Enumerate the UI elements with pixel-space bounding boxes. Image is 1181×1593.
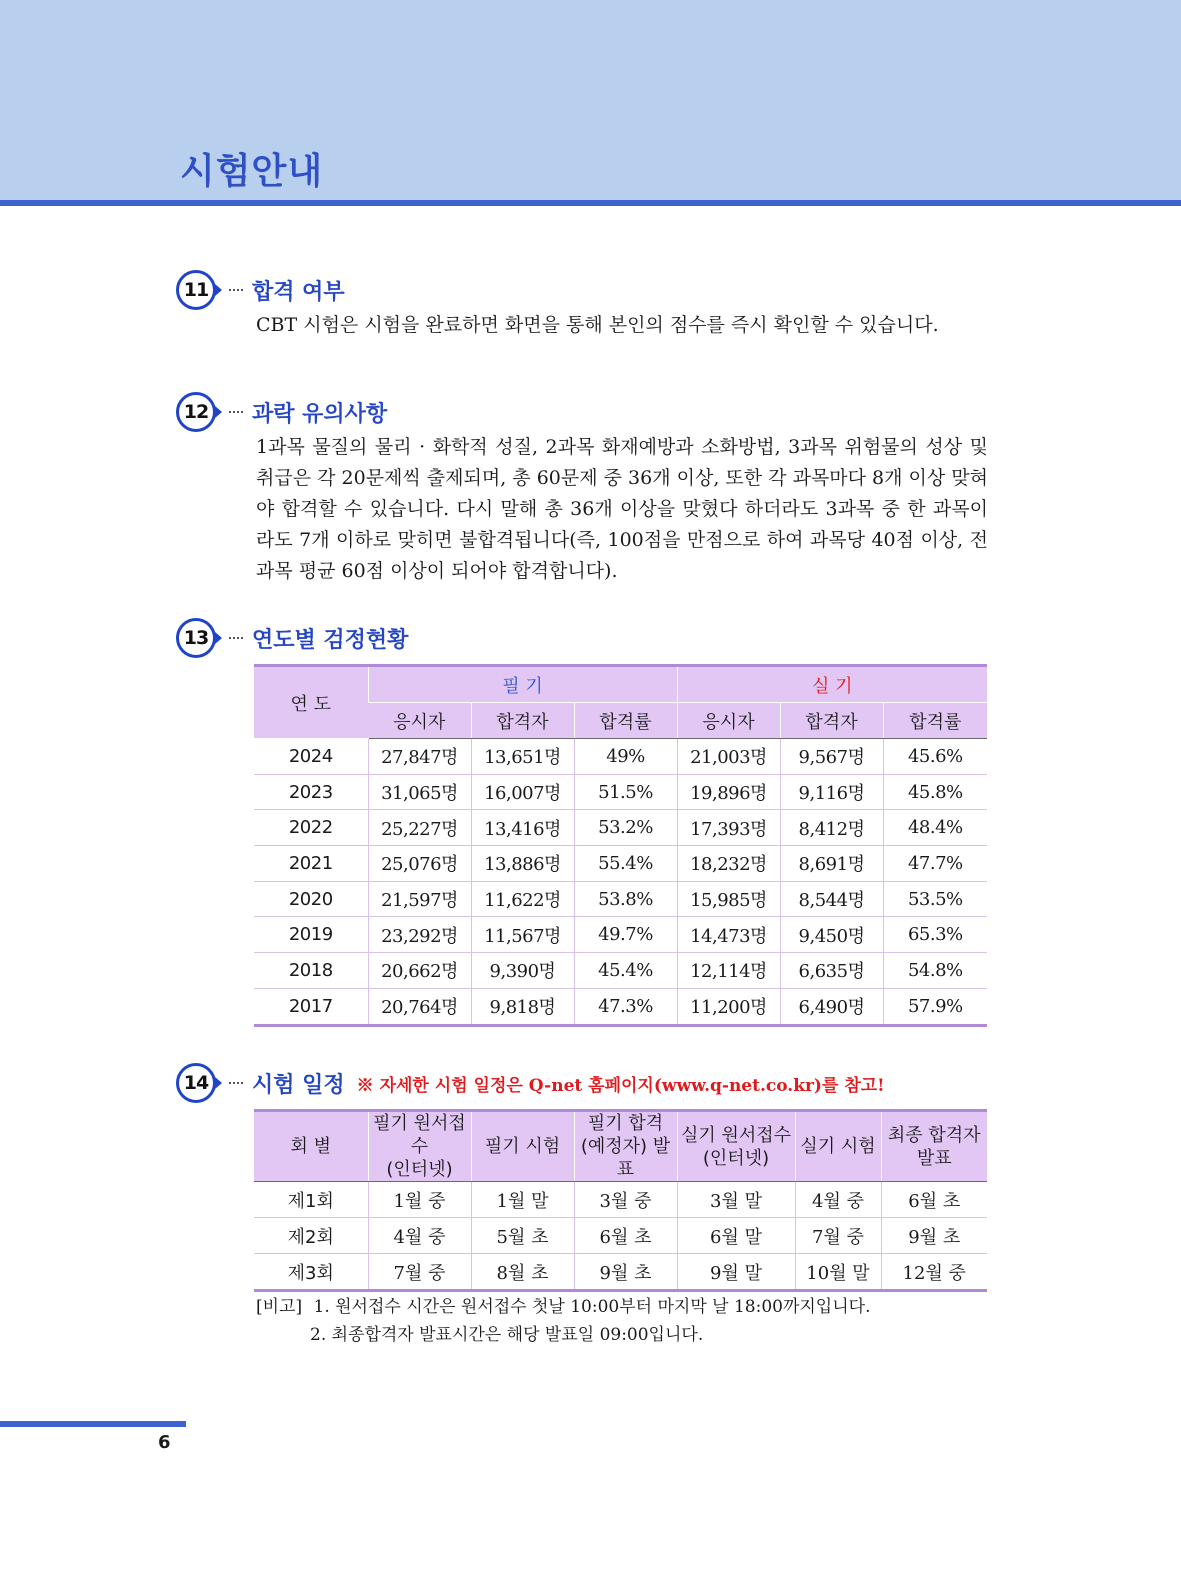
table-row [254, 1254, 987, 1291]
table-cell: 6월 초 [881, 1182, 987, 1218]
section-number-badge: 11 [176, 270, 216, 310]
remarks-label: [비고] [256, 1297, 303, 1317]
remark-item: 2. 최종합격자 발표시간은 해당 발표일 09:00입니다. [310, 1325, 704, 1345]
column-header [254, 1111, 368, 1182]
footer-rule [0, 1421, 186, 1427]
year-cell: 2022 [254, 810, 368, 846]
table-cell: 25,076명 [368, 846, 471, 882]
table-cell: 4월 중 [368, 1218, 471, 1254]
section-12-heading [176, 392, 387, 432]
table-cell: 65.3% [883, 917, 987, 953]
table-cell: 53.2% [574, 810, 677, 846]
table-row [254, 881, 987, 917]
table-cell: 49.7% [574, 917, 677, 953]
table-cell: 21,597명 [368, 881, 471, 917]
table-cell: 20,662명 [368, 953, 471, 989]
column-header: 응시자 [368, 703, 471, 739]
year-cell: 2020 [254, 881, 368, 917]
header-line: 필기 원서접수 [373, 1113, 466, 1157]
header-line: (인터넷) [702, 1147, 770, 1169]
header-band [0, 0, 1181, 200]
section-number-badge: 14 [176, 1063, 216, 1103]
table-cell: 53.8% [574, 881, 677, 917]
header-line: (예정자) 발표 [580, 1136, 671, 1180]
table-cell: 6월 말 [677, 1218, 795, 1254]
table-cell: 8,691명 [780, 846, 883, 882]
header-rule [0, 200, 1181, 206]
year-cell: 2023 [254, 774, 368, 810]
table-cell: 16,007명 [471, 774, 574, 810]
header-line: 실기 시험 [800, 1136, 876, 1157]
header-line: (인터넷) [386, 1159, 453, 1180]
year-cell: 2019 [254, 917, 368, 953]
table-cell: 3월 말 [677, 1182, 795, 1218]
column-header [471, 1111, 574, 1182]
table-row [254, 739, 987, 775]
table-row [254, 810, 987, 846]
header-line: 발표 [916, 1147, 952, 1169]
column-header: 응시자 [677, 703, 780, 739]
table-row [254, 988, 987, 1025]
table-cell: 1월 말 [471, 1182, 574, 1218]
section-title: 과락 유의사항 [252, 401, 388, 427]
round-cell: 제1회 [254, 1182, 368, 1218]
table-cell: 18,232명 [677, 846, 780, 882]
table-row [254, 774, 987, 810]
table-cell: 13,416명 [471, 810, 574, 846]
table-cell: 55.4% [574, 846, 677, 882]
table-cell: 5월 초 [471, 1218, 574, 1254]
table-row [254, 846, 987, 882]
table-cell: 54.8% [883, 953, 987, 989]
table-cell: 11,200명 [677, 988, 780, 1025]
section-title: 합격 여부 [252, 279, 345, 305]
table-cell: 23,292명 [368, 917, 471, 953]
round-cell: 제2회 [254, 1218, 368, 1254]
round-cell: 제3회 [254, 1254, 368, 1291]
column-header: 합격률 [883, 703, 987, 739]
column-header [881, 1111, 987, 1182]
written-group-header: 필 기 [368, 666, 677, 703]
table-cell: 45.4% [574, 953, 677, 989]
table-cell: 9,116명 [780, 774, 883, 810]
remark-item: 1. 원서접수 시간은 원서접수 첫날 10:00부터 마지막 날 18:00까지입니다. [313, 1297, 871, 1317]
table-cell: 9월 초 [574, 1254, 677, 1291]
table-cell: 25,227명 [368, 810, 471, 846]
header-line: 최종 합격자 [887, 1124, 981, 1146]
table-cell: 1월 중 [368, 1182, 471, 1218]
table-cell: 4월 중 [795, 1182, 881, 1218]
badge-arrow-icon [215, 632, 222, 644]
column-header [795, 1111, 881, 1182]
table-cell: 11,567명 [471, 917, 574, 953]
table-cell: 27,847명 [368, 739, 471, 775]
year-cell: 2021 [254, 846, 368, 882]
badge-arrow-icon [215, 284, 222, 296]
page-number: 6 [158, 1432, 171, 1453]
table-row [254, 1218, 987, 1254]
table-row [254, 953, 987, 989]
table-cell: 8,544명 [780, 881, 883, 917]
table-row [254, 1182, 987, 1218]
page-title: 시험안내 [180, 151, 324, 192]
section-11-body: CBT 시험은 시험을 완료하면 화면을 통해 본인의 점수를 즉시 확인할 수 있습니다. [256, 314, 939, 336]
table-cell: 9월 초 [881, 1218, 987, 1254]
table-cell: 45.6% [883, 739, 987, 775]
table-cell: 53.5% [883, 881, 987, 917]
table-cell: 14,473명 [677, 917, 780, 953]
leader-dots [229, 637, 243, 639]
table-cell: 8월 초 [471, 1254, 574, 1291]
leader-dots [229, 411, 243, 413]
section-title: 연도별 검정현황 [252, 627, 409, 653]
year-cell: 2024 [254, 739, 368, 775]
badge-arrow-icon [215, 1077, 222, 1089]
table-cell: 20,764명 [368, 988, 471, 1025]
table-cell: 7월 중 [368, 1254, 471, 1291]
table-cell: 47.3% [574, 988, 677, 1025]
table-cell: 47.7% [883, 846, 987, 882]
table-cell: 51.5% [574, 774, 677, 810]
remarks [256, 1292, 870, 1317]
table-cell: 12월 중 [881, 1254, 987, 1291]
table-cell: 45.8% [883, 774, 987, 810]
schedule-reference-note: ※ 자세한 시험 일정은 Q-net 홈페이지(www.q-net.co.kr)를 참고! [356, 1075, 885, 1096]
table-cell: 8,412명 [780, 810, 883, 846]
column-header: 합격률 [574, 703, 677, 739]
table-cell: 6,635명 [780, 953, 883, 989]
table-cell: 9,450명 [780, 917, 883, 953]
header-line: 필기 시험 [484, 1136, 561, 1157]
table-cell: 19,896명 [677, 774, 780, 810]
section-number-badge: 12 [176, 392, 216, 432]
column-header: 합격자 [471, 703, 574, 739]
table-cell: 13,651명 [471, 739, 574, 775]
year-header: 연 도 [254, 666, 368, 739]
table-cell: 11,622명 [471, 881, 574, 917]
table-cell: 17,393명 [677, 810, 780, 846]
exam-schedule-table [254, 1109, 987, 1292]
section-11-heading [176, 270, 345, 310]
table-cell: 12,114명 [677, 953, 780, 989]
header-line: 실기 원서접수 [680, 1124, 792, 1146]
table-cell: 3월 중 [574, 1182, 677, 1218]
section-13-heading [176, 618, 408, 658]
section-12-body: 1과목 물질의 물리 · 화학적 성질, 2과목 화재예방과 소화방법, 3과목 위험물의 성상 및 취급은 각 20문제씩 출제되며, 총 60문제 중 36개 이상, 또한 각 과목마다 8개 이상 맞혀야 합격할 수 있습니다. 다시 말해 총 36개 이상을 맞혔다 하더라도 3과목 중 한 과목이라도 7개 이하로 맞히면 불합격됩니다(즉, 100점을 만점으로 하여 과목당 40점 이상, 전 과목 평균 60점 이상이 되어야 합격합니다). [256, 436, 988, 582]
year-cell: 2018 [254, 953, 368, 989]
leader-dots [229, 289, 243, 291]
table-cell: 9,818명 [471, 988, 574, 1025]
table-cell: 31,065명 [368, 774, 471, 810]
table-row [254, 917, 987, 953]
year-cell: 2017 [254, 988, 368, 1025]
header-line: 필기 합격 [587, 1113, 664, 1134]
table-cell: 9,567명 [780, 739, 883, 775]
section-number-badge: 13 [176, 618, 216, 658]
section-14-heading [176, 1063, 885, 1103]
table-cell: 7월 중 [795, 1218, 881, 1254]
badge-arrow-icon [215, 406, 222, 418]
table-cell: 6,490명 [780, 988, 883, 1025]
leader-dots [229, 1082, 243, 1084]
table-cell: 9월 말 [677, 1254, 795, 1291]
section-title: 시험 일정 [252, 1072, 345, 1098]
column-header [574, 1111, 677, 1182]
header-line: 회 별 [290, 1136, 331, 1157]
column-header: 합격자 [780, 703, 883, 739]
table-cell: 15,985명 [677, 881, 780, 917]
yearly-stats-table [254, 664, 987, 1027]
column-header [368, 1111, 471, 1182]
table-cell: 10월 말 [795, 1254, 881, 1291]
practical-group-header: 실 기 [677, 666, 987, 703]
table-cell: 57.9% [883, 988, 987, 1025]
table-cell: 13,886명 [471, 846, 574, 882]
table-cell: 9,390명 [471, 953, 574, 989]
table-cell: 49% [574, 739, 677, 775]
table-cell: 21,003명 [677, 739, 780, 775]
column-header [677, 1111, 795, 1182]
table-cell: 48.4% [883, 810, 987, 846]
table-cell: 6월 초 [574, 1218, 677, 1254]
